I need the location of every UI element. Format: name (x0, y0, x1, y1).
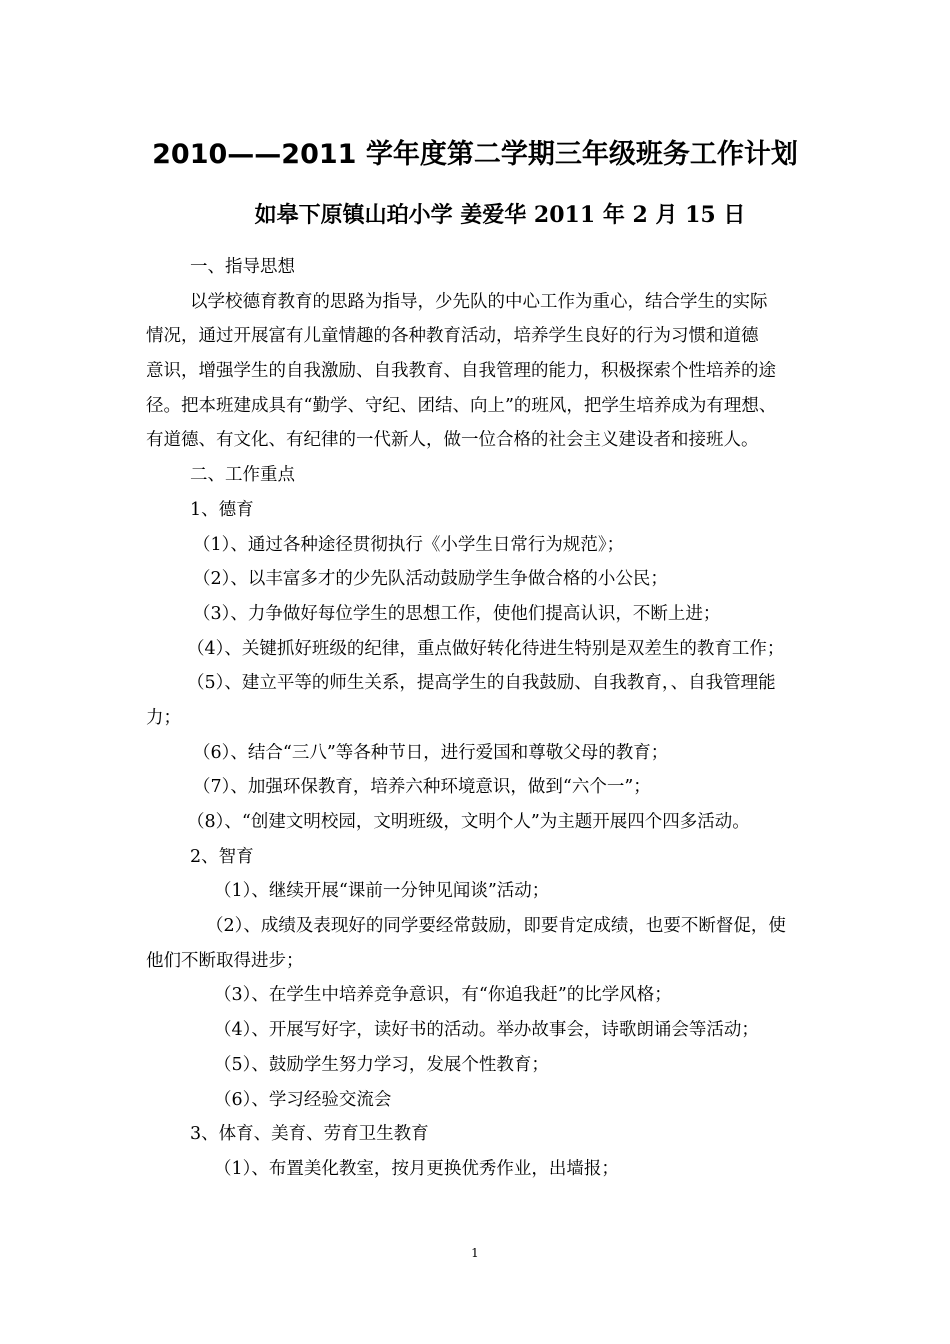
subsection-heading-intellect: 2、智育 (190, 846, 254, 867)
document-title: 2010——2011 学年度第二学期三年级班务工作计划 (152, 139, 798, 170)
list-item: （1）、通过各种途径贯彻执行《小学生日常行为规范》； (193, 534, 625, 555)
section-heading-guiding: 一、指导思想 (190, 257, 295, 277)
list-item: （7）、加强环保教育，培养六种环境意识，做到“六个一”； (193, 777, 651, 798)
list-item-continuation: 力； (146, 707, 181, 728)
author-date-line: 如皋下原镇山珀小学 姜爱华 2011 年 2 月 15 日 (254, 202, 746, 228)
list-item: （3）、力争做好每位学生的思想工作，使他们提高认识，不断上进； (193, 603, 721, 624)
list-item: （2）、以丰富多才的少先队活动鼓励学生争做合格的小公民； (193, 569, 668, 590)
list-item: （1）、布置美化教室，按月更换优秀作业，出墙报； (214, 1158, 619, 1179)
paragraph-line: 有道德、有文化、有纪律的一代新人，做一位合格的社会主义建设者和接班人。 (146, 430, 759, 451)
list-item: （5）、建立平等的师生关系，提高学生的自我鼓励、自我教育，、自我管理能 (187, 673, 776, 694)
list-item: （6）、结合“三八”等各种节日，进行爱国和尊敬父母的教育； (193, 742, 669, 763)
list-item: （4）、开展写好字，读好书的活动。举办故事会，诗歌朗诵会等活动； (214, 1020, 759, 1041)
page-number: 1 (471, 1246, 479, 1260)
list-item: （1）、继续开展“课前一分钟见闻谈”活动； (214, 881, 550, 902)
list-item: （5）、鼓励学生努力学习，发展个性教育； (214, 1054, 549, 1075)
paragraph-line: 径。把本班建成具有“勤学、守纪、团结、向上”的班风，把学生培养成为有理想、 (146, 395, 777, 416)
list-item: （4）、关键抓好班级的纪律，重点做好转化待进生特别是双差生的教育工作； (187, 638, 785, 659)
list-item: （3）、在学生中培养竞争意识，有“你追我赶”的比学风格； (214, 985, 672, 1006)
subsection-heading-moral: 1、德育 (190, 499, 254, 520)
paragraph-line: 情况，通过开展富有儿童情趣的各种教育活动，培养学生良好的行为习惯和道德 (146, 326, 759, 347)
section-heading-focus: 二、工作重点 (190, 465, 295, 486)
paragraph-line: 以学校德育教育的思路为指导，少先队的中心工作为重心，结合学生的实际 (190, 291, 768, 312)
list-item: （8）、“创建文明校园，文明班级，文明个人”为主题开展四个四多活动。 (187, 812, 750, 832)
list-item: （6）、学习经验交流会 (214, 1089, 392, 1110)
paragraph-line: 意识，增强学生的自我激励、自我教育、自我管理的能力，积极探索个性培养的途 (146, 361, 776, 382)
subsection-heading-pe: 3、体育、美育、劳育卫生教育 (190, 1124, 429, 1145)
list-item: （2）、成绩及表现好的同学要经常鼓励，即要肯定成绩，也要不断督促，使 (206, 916, 786, 937)
list-item-continuation: 他们不断取得进步； (146, 950, 304, 971)
document-body (146, 250, 810, 1187)
